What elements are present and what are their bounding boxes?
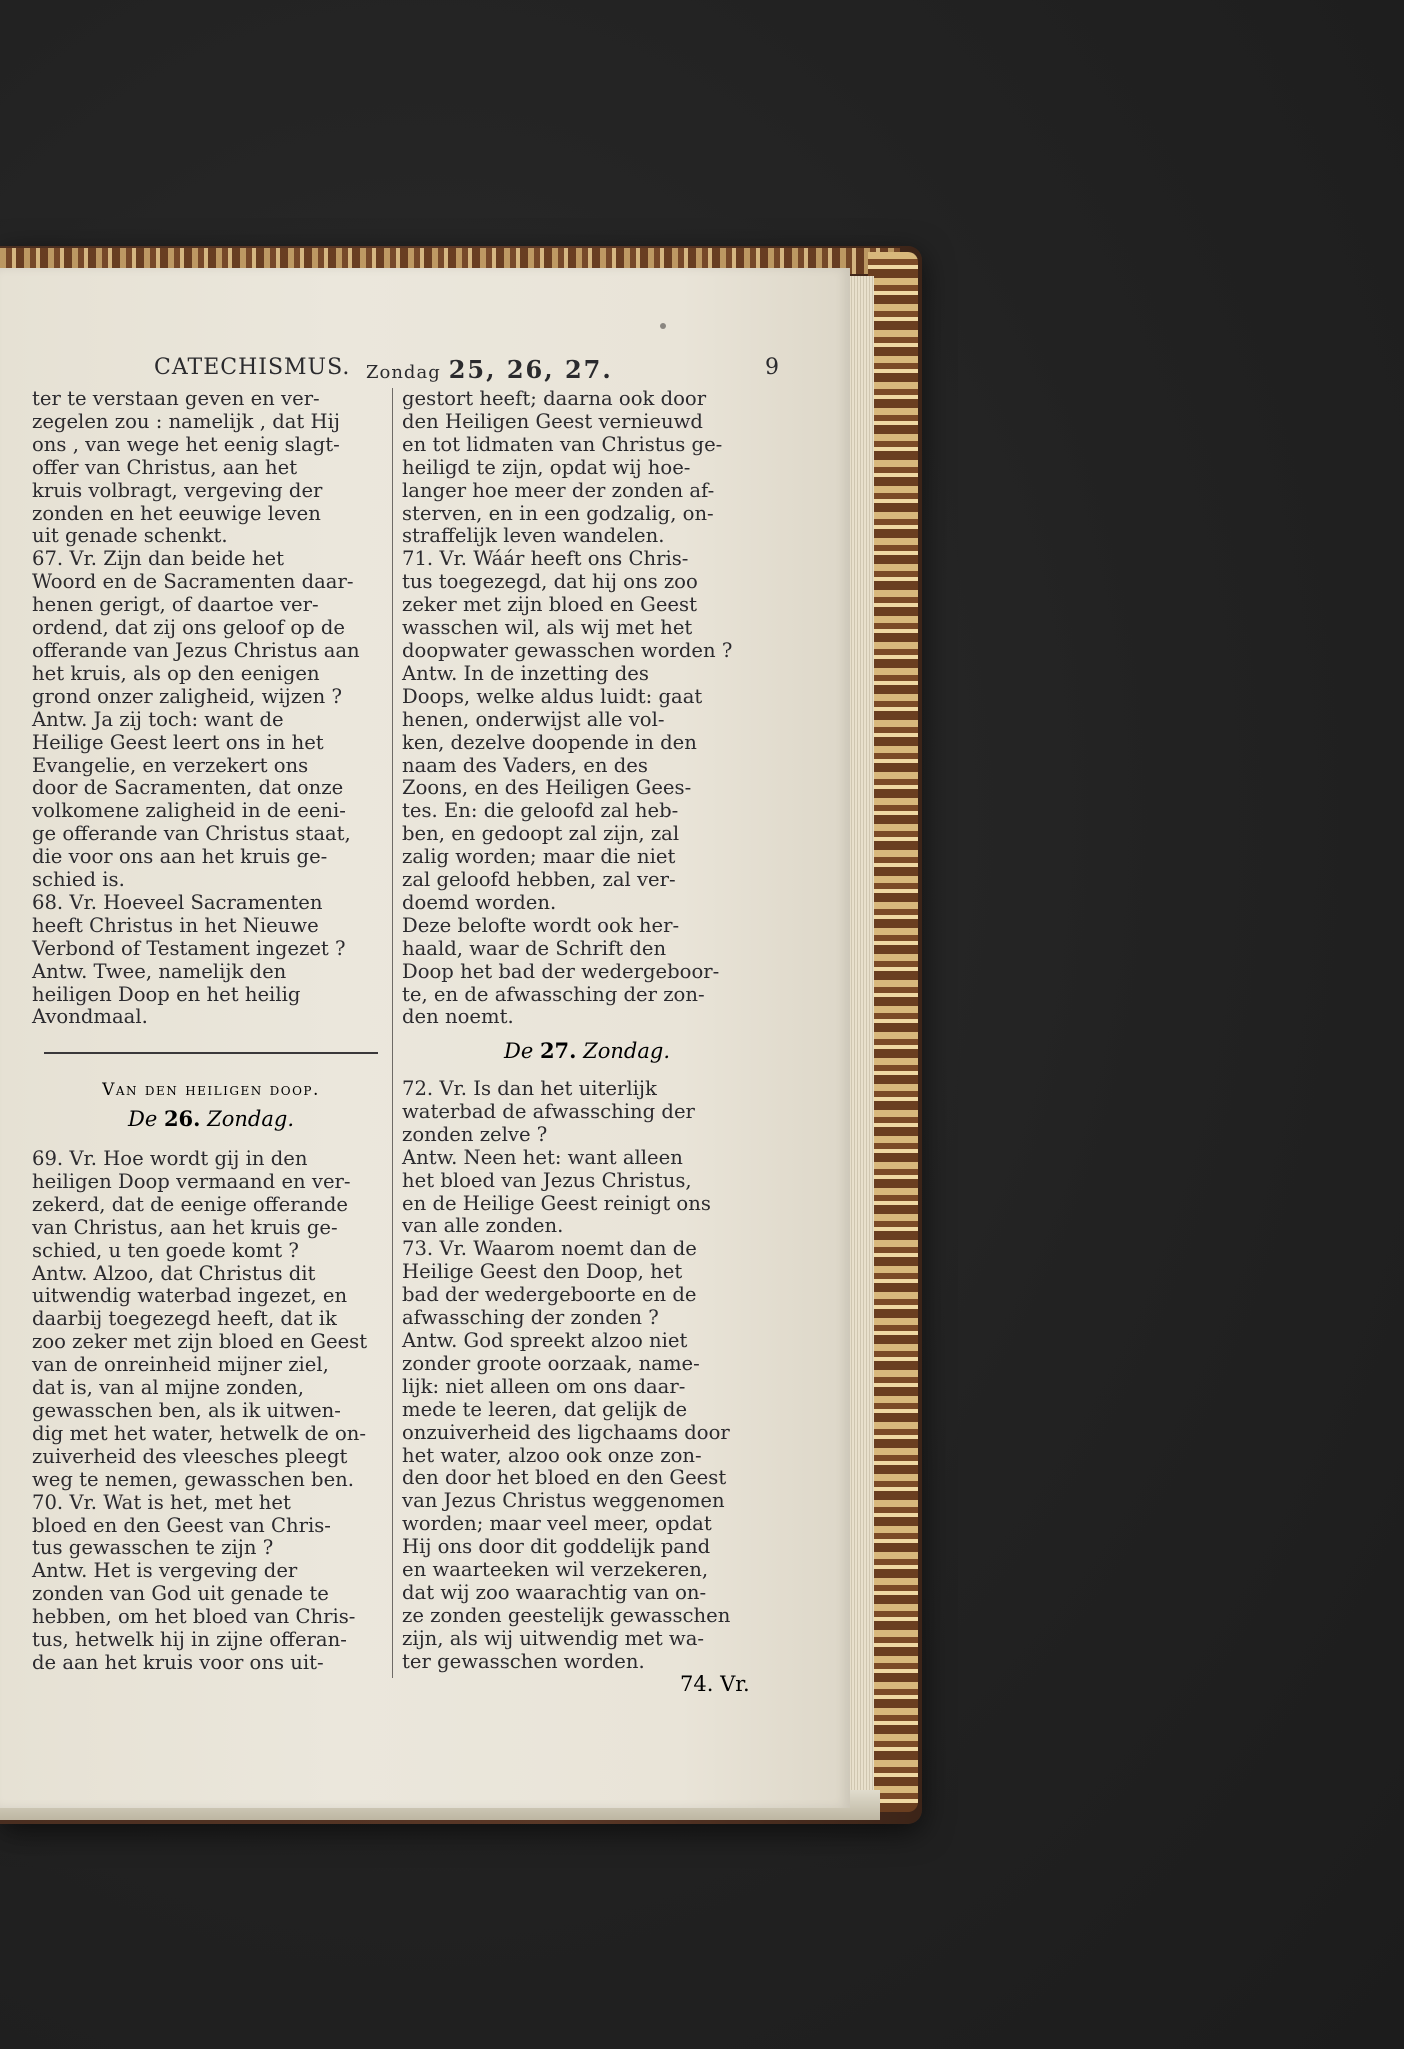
catchword: 74. Vr. [680,1672,750,1696]
text-line: 73. Vr. Waarom noemt dan de [402,1237,697,1261]
text-line: den noemt. [402,1005,514,1029]
text-line: Deze belofte wordt ook her- [402,913,680,937]
gilt-fore-edge [868,252,918,1812]
right-column-bottom [402,1078,772,1674]
text-line: lijk: niet alleen om ons daar- [402,1374,686,1398]
text-line: 72. Vr. Is dan het uiterlijk [402,1077,657,1100]
text-line: zuiverheid des vleesches pleegt [32,1444,348,1468]
text-line: zeker met zijn bloed en Geest [402,593,697,617]
text-line: zoo zeker met zijn bloed en Geest [32,1330,368,1354]
text-line: weg te nemen, gewasschen ben. [32,1467,355,1491]
text-line: en waarteeken wil verzekeren, [402,1558,709,1582]
text-line: Antw. In de inzetting des [402,661,649,685]
text-line: 69. Vr. Hoe wordt gij in den [32,1147,308,1170]
text-line: uitwendig waterbad ingezet, en [32,1284,348,1308]
header-sunday-numbers: 25, 26, 27. [448,355,613,384]
sunday-26-number: 26. [163,1106,201,1131]
text-line: langer hoe meer der zonden af- [402,478,715,502]
text-line: henen, onderwijst alle vol- [402,707,665,731]
text-line: heiligen Doop vermaand en ver- [32,1169,351,1193]
text-line: offer van Christus, aan het [32,455,298,479]
text-line: heiligd te zijn, opdat wij hoe- [402,455,691,479]
text-line: zonder groote oorzaak, name- [402,1351,700,1375]
text-line: door de Sacramenten, dat onze [32,776,344,800]
text-line: Doop het bad der wedergeboor- [402,959,720,983]
text-line: dig met het water, hetwelk de on- [32,1421,366,1445]
sunday-27-heading [402,1038,772,1063]
header-sunday-label: Zondag [366,362,441,383]
text-line: 70. Vr. Wat is het, met het [32,1490,291,1514]
text-line: tus gewasschen te zijn ? [32,1536,274,1560]
text-line: daarbij toegezegd heeft, dat ik [32,1307,337,1331]
text-line: gestort heeft; daarna ook door [402,387,707,410]
header-title: CATECHISMUS. [154,355,351,380]
section-title: Van den heiligen doop. [102,1080,320,1100]
text-line: Evangelie, en verzekert ons [32,753,309,777]
text-line: worden; maar veel meer, opdat [402,1512,712,1536]
header-sunday [366,355,613,384]
text-line: doopwater gewasschen worden ? [402,638,733,662]
text-line: schied is. [32,868,125,892]
text-line: haald, waar de Schrift den [402,936,667,960]
sunday-27-prefix: De [503,1039,534,1063]
sunday-27-number: 27. [539,1038,577,1063]
text-line: ben, en gedoopt zal zijn, zal [402,822,680,846]
text-line: en de Heilige Geest reinigt ons [402,1191,711,1215]
text-line: Verbond of Testament ingezet ? [32,936,346,960]
text-line: schied, u ten goede komt ? [32,1238,299,1262]
text-line: ge offerande van Christus staat, [32,822,351,846]
sunday-26-suffix: Zondag. [207,1107,295,1131]
sunday-27-suffix: Zondag. [583,1039,671,1063]
text-line: doemd worden. [402,890,557,914]
text-line: het water, alzoo ook onze zon- [402,1443,702,1467]
text-line: Doops, welke aldus luidt: gaat [402,684,703,708]
text-line: van alle zonden. [402,1214,564,1238]
text-line: Antw. Twee, namelijk den [32,959,287,983]
text-line: zonden zelve ? [402,1122,548,1146]
text-line: hebben, om het bloed van Chris- [32,1605,356,1629]
text-line: bad der wedergeboorte en de [402,1283,697,1307]
left-column-top [32,388,382,1029]
text-line: Heilige Geest den Doop, het [402,1260,683,1284]
text-line: bloed en den Geest van Chris- [32,1513,331,1537]
text-line: Woord en de Sacramenten daar- [32,570,354,594]
text-line: Antw. God spreekt alzoo niet [402,1328,688,1352]
text-line: henen gerigt, of daartoe ver- [32,593,319,617]
text-line: 68. Vr. Hoeveel Sacramenten [32,890,323,914]
text-line: 71. Vr. Wáár heeft ons Chris- [402,547,689,571]
text-line: tes. En: die geloofd zal heb- [402,799,679,823]
text-line: en tot lidmaten van Christus ge- [402,432,723,456]
section-rule [44,1052,378,1054]
text-line: den door het bloed en den Geest [402,1466,727,1490]
text-line: ordend, dat zij ons geloof op de [32,616,346,640]
text-line: tus, hetwelk hij in zijne offeran- [32,1628,347,1652]
text-line: sterven, en in een godzalig, on- [402,501,714,525]
text-line: zonden en het eeuwige leven [32,501,321,525]
column-divider [392,388,393,1678]
text-line: waterbad de afwassching der [402,1099,695,1123]
text-line: van de onreinheid mijner ziel, [32,1353,329,1377]
text-line: gewasschen ben, als ik uitwen- [32,1398,341,1422]
text-line: mede te leeren, dat gelijk de [402,1397,688,1421]
text-line: dat is, van al mijne zonden, [32,1376,304,1400]
left-column-bottom [32,1148,382,1675]
text-line: Antw. Ja zij toch: want de [32,707,284,731]
text-line: onzuiverheid des ligchaams door [402,1420,730,1444]
text-line: Hij ons door dit goddelijk pand [402,1535,711,1559]
text-line: te, en de afwassching der zon- [402,982,705,1006]
text-line: ken, dezelve doopende in den [402,730,697,754]
text-line: Avondmaal. [32,1005,148,1029]
text-line: 67. Vr. Zijn dan beide het [32,547,284,571]
text-line: zonden van God uit genade te [32,1582,329,1606]
text-line: wasschen wil, als wij met het [402,616,693,640]
text-line: Heilige Geest leert ons in het [32,730,324,754]
text-line: dat wij zoo waarachtig van on- [402,1580,707,1604]
text-line: Antw. Alzoo, dat Christus dit [32,1261,316,1285]
text-line: ter gewasschen worden. [402,1649,645,1673]
text-line: afwassching der zonden ? [402,1306,659,1330]
text-line: heiligen Doop en het heilig [32,982,301,1006]
text-line: van Jezus Christus weggenomen [402,1489,725,1513]
text-line: zal geloofd hebben, zal ver- [402,868,676,892]
text-line: heeft Christus in het Nieuwe [32,913,319,937]
text-line: Antw. Neen het: want alleen [402,1145,683,1169]
text-line: het bloed van Jezus Christus, [402,1168,692,1192]
text-line: zalig worden; maar die niet [402,845,676,869]
running-header [150,355,780,389]
text-line: zegelen zou : namelijk , dat Hij [32,409,340,433]
text-line: het kruis, als op den eenigen [32,661,320,685]
text-line: Zoons, en des Heiligen Gees- [402,776,692,800]
sunday-26-heading [44,1106,378,1131]
text-line: van Christus, aan het kruis ge- [32,1215,338,1239]
text-line: ze zonden geestelijk gewasschen [402,1603,731,1627]
text-line: naam des Vaders, en des [402,753,648,777]
text-line: den Heiligen Geest vernieuwd [402,409,703,433]
text-line: offerande van Jezus Christus aan [32,638,360,662]
ink-spot [660,323,666,329]
text-line: grond onzer zaligheid, wijzen ? [32,684,342,708]
text-line: tus toegezegd, dat hij ons zoo [402,570,698,594]
text-line: zekerd, dat de eenige offerande [32,1192,349,1216]
text-line: uit genade schenkt. [32,524,228,548]
text-line: kruis volbragt, vergeving der [32,478,323,502]
text-line: volkomene zaligheid in de eeni- [32,799,346,823]
text-line: ons , van wege het eenig slagt- [32,432,340,456]
text-line: ter te verstaan geven en ver- [32,387,320,410]
right-column-top [402,388,772,1029]
text-line: die voor ons aan het kruis ge- [32,845,328,869]
sunday-26-prefix: De [127,1107,158,1131]
page-number: 9 [765,355,780,380]
text-line: straffelijk leven wandelen. [402,524,665,548]
text-line: de aan het kruis voor ons uit- [32,1650,324,1674]
text-line: Antw. Het is vergeving der [32,1559,298,1583]
text-line: zijn, als wij uitwendig met wa- [402,1626,704,1650]
